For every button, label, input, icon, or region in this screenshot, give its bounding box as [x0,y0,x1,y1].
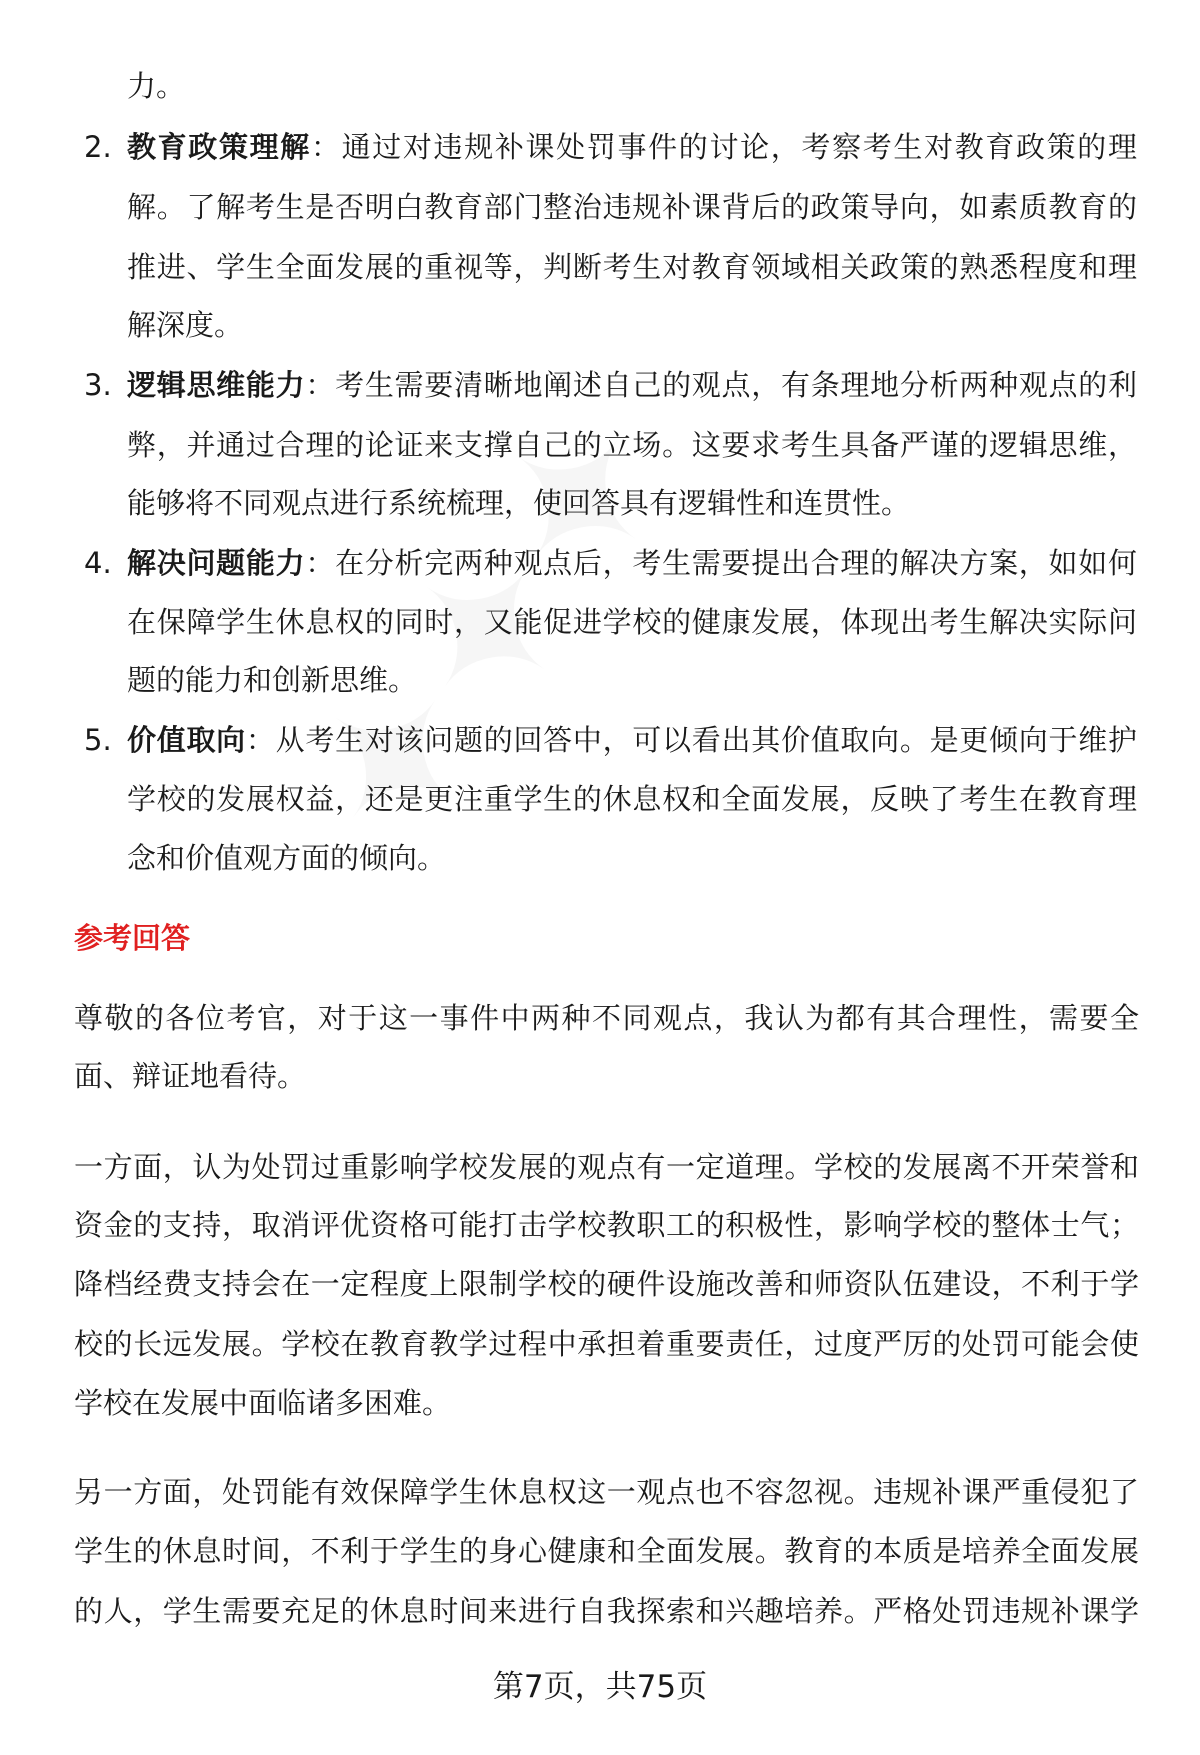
paragraph-line: 面、辩证地看待。 [74,1059,307,1093]
list-item-line: 弊，并通过合理的论证来支撑自己的立场。这要求考生具备严谨的逻辑思维， [127,428,1137,462]
list-number: 4. [84,546,112,580]
paragraph-line: 学生的休息时间，不利于学生的身心健康和全面发展。教育的本质是培养全面发展 [74,1534,1139,1568]
item-title: 价值取向 [127,723,246,757]
list-item-line: 解深度。 [127,308,244,342]
list-item-line: 解。了解考生是否明白教育部门整治违规补课背后的政策导向，如素质教育的 [127,190,1137,224]
list-item-line [127,720,1137,760]
list-number: 5. [84,723,112,757]
paragraph-line: 尊敬的各位考官，对于这一事件中两种不同观点，我认为都有其合理性，需要全 [74,1001,1139,1035]
separator: ： [245,723,276,757]
paragraph-line: 的人，学生需要充足的休息时间来进行自我探索和兴趣培养。严格处罚违规补课学 [74,1594,1139,1628]
section-heading: 参考回答 [74,921,191,955]
line-text: 考生需要清晰地阐述自己的观点，有条理地分析两种观点的利 [335,368,1137,402]
line-text: 在分析完两种观点后，考生需要提出合理的解决方案，如如何 [335,546,1137,580]
list-item-line [127,127,1137,167]
page-number: 第7页，共75页 [492,1669,708,1705]
item-title: 逻辑思维能力 [127,368,306,402]
separator: ： [305,546,336,580]
item-title: 解决问题能力 [127,546,306,580]
list-item-line: 题的能力和创新思维。 [127,663,418,697]
line-text: 从考生对该问题的回答中，可以看出其价值取向。是更倾向于维护 [275,723,1137,757]
list-item-line: 推进、学生全面发展的重视等，判断考生对教育领域相关政策的熟悉程度和理 [127,250,1137,284]
paragraph-line: 学校在发展中面临诸多困难。 [74,1386,452,1420]
separator: ： [310,130,342,164]
list-item-1-tail: 力。 [127,69,186,103]
separator: ： [305,368,336,402]
item-title: 教育政策理解 [127,130,311,164]
paragraph-line: 另一方面，处罚能有效保障学生休息权这一观点也不容忽视。违规补课严重侵犯了 [74,1475,1139,1509]
list-item-line: 学校的发展权益，还是更注重学生的休息权和全面发展，反映了考生在教育理 [127,782,1137,816]
list-number: 2. [84,130,112,164]
paragraph-line: 资金的支持，取消评优资格可能打击学校教职工的积极性，影响学校的整体士气； [74,1208,1139,1242]
list-item-line: 念和价值观方面的倾向。 [127,841,447,875]
line-text: 通过对违规补课处罚事件的讨论，考察考生对教育政策的理 [341,130,1137,164]
paragraph-line: 校的长远发展。学校在教育教学过程中承担着重要责任，过度严厉的处罚可能会使 [74,1327,1139,1361]
list-item-line [127,543,1137,583]
paragraph-line: 一方面，认为处罚过重影响学校发展的观点有一定道理。学校的发展离不开荣誉和 [74,1150,1139,1184]
list-number: 3. [84,368,112,402]
list-item-line: 在保障学生休息权的同时，又能促进学校的健康发展，体现出考生解决实际问 [127,605,1137,639]
list-item-line [127,365,1137,405]
list-item-line: 能够将不同观点进行系统梳理，使回答具有逻辑性和连贯性。 [127,486,911,520]
paragraph-line: 降档经费支持会在一定程度上限制学校的硬件设施改善和师资队伍建设，不利于学 [74,1267,1139,1301]
